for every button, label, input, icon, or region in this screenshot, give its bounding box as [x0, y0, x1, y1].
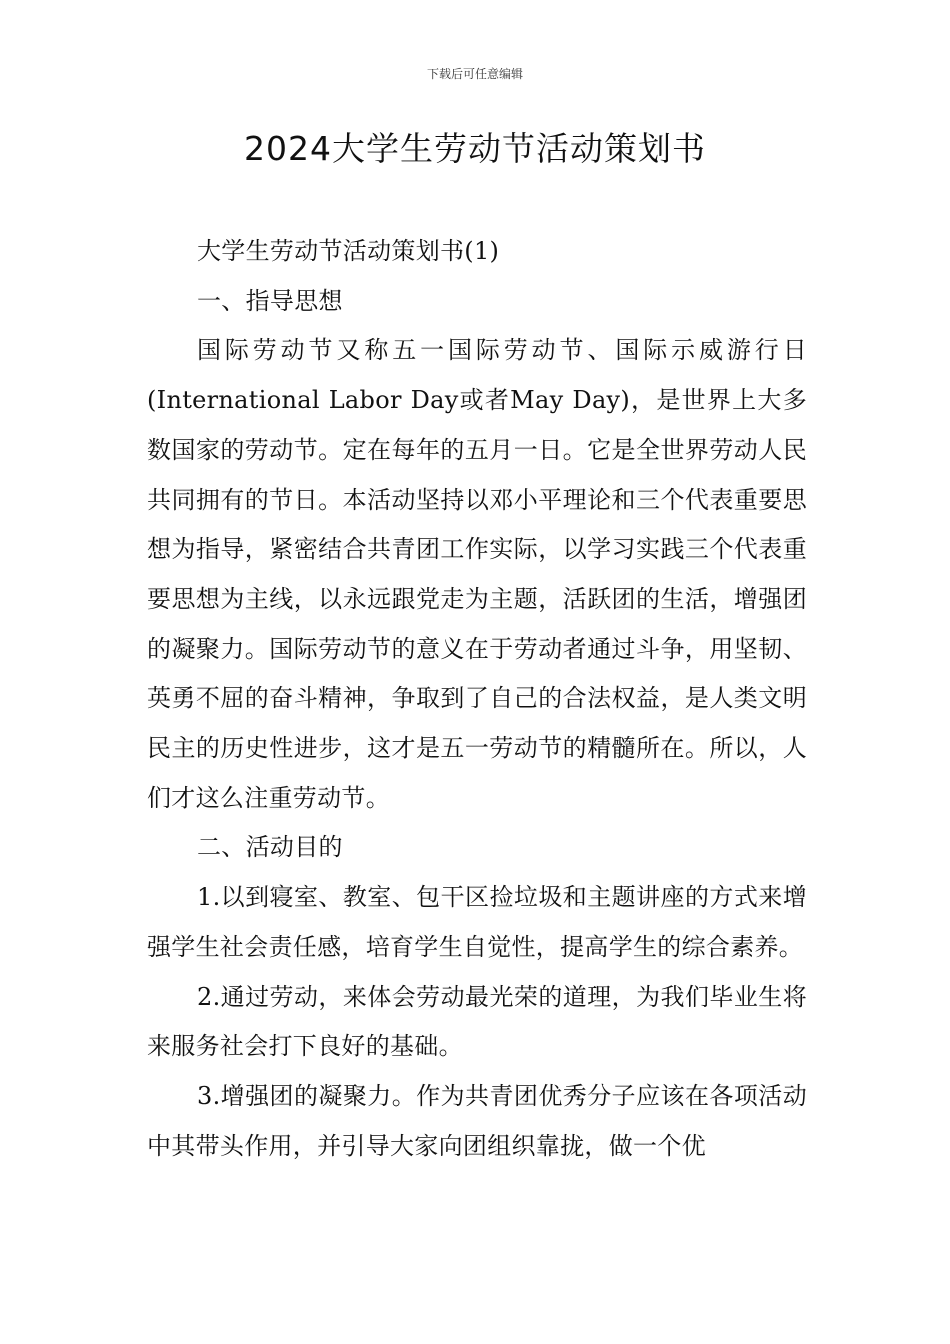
paragraph-guiding-ideology: 国际劳动节又称五一国际劳动节、国际示威游行日(International Labor Day或者May Day)，是世界上大多数国家的劳动节。定在每年的五月一日。它是全世界劳动人民共同拥有的节日。本活动坚持以邓小平理论和三个代表重要思想为指导，紧密结合共青团工作实际，以学习实践三个代表重要思想为主线，以永远跟党走为主题，活跃团的生活，增强团的凝聚力。国际劳动节的意义在于劳动者通过斗争，用坚韧、英勇不屈的奋斗精神，争取到了自己的合法权益，是人类文明民主的历史性进步，这才是五一劳动节的精髓所在。所以，人们才这么注重劳动节。 — [147, 336, 807, 812]
section-heading-activity-purpose: 二、活动目的 — [197, 833, 343, 862]
document-title: 2024大学生劳动节活动策划书 — [244, 129, 706, 168]
paragraph-purpose-2: 2.通过劳动，来体会劳动最光荣的道理，为我们毕业生将来服务社会打下良好的基础。 — [147, 982, 807, 1061]
header-note: 下载后可任意编辑 — [426, 67, 523, 81]
document-body — [147, 227, 807, 1171]
paragraph-purpose-1: 1.以到寝室、教室、包干区捡垃圾和主题讲座的方式来增强学生社会责任感，培育学生自觉性，提高学生的综合素养。 — [147, 883, 807, 961]
section-heading-guiding-ideology: 一、指导思想 — [197, 286, 343, 315]
paragraph-purpose-3: 3.增强团的凝聚力。作为共青团优秀分子应该在各项活动中其带头作用，并引导大家向团组织靠拢，做一个优 — [147, 1081, 807, 1160]
section-heading-plan: 大学生劳动节活动策划书(1) — [197, 237, 500, 265]
